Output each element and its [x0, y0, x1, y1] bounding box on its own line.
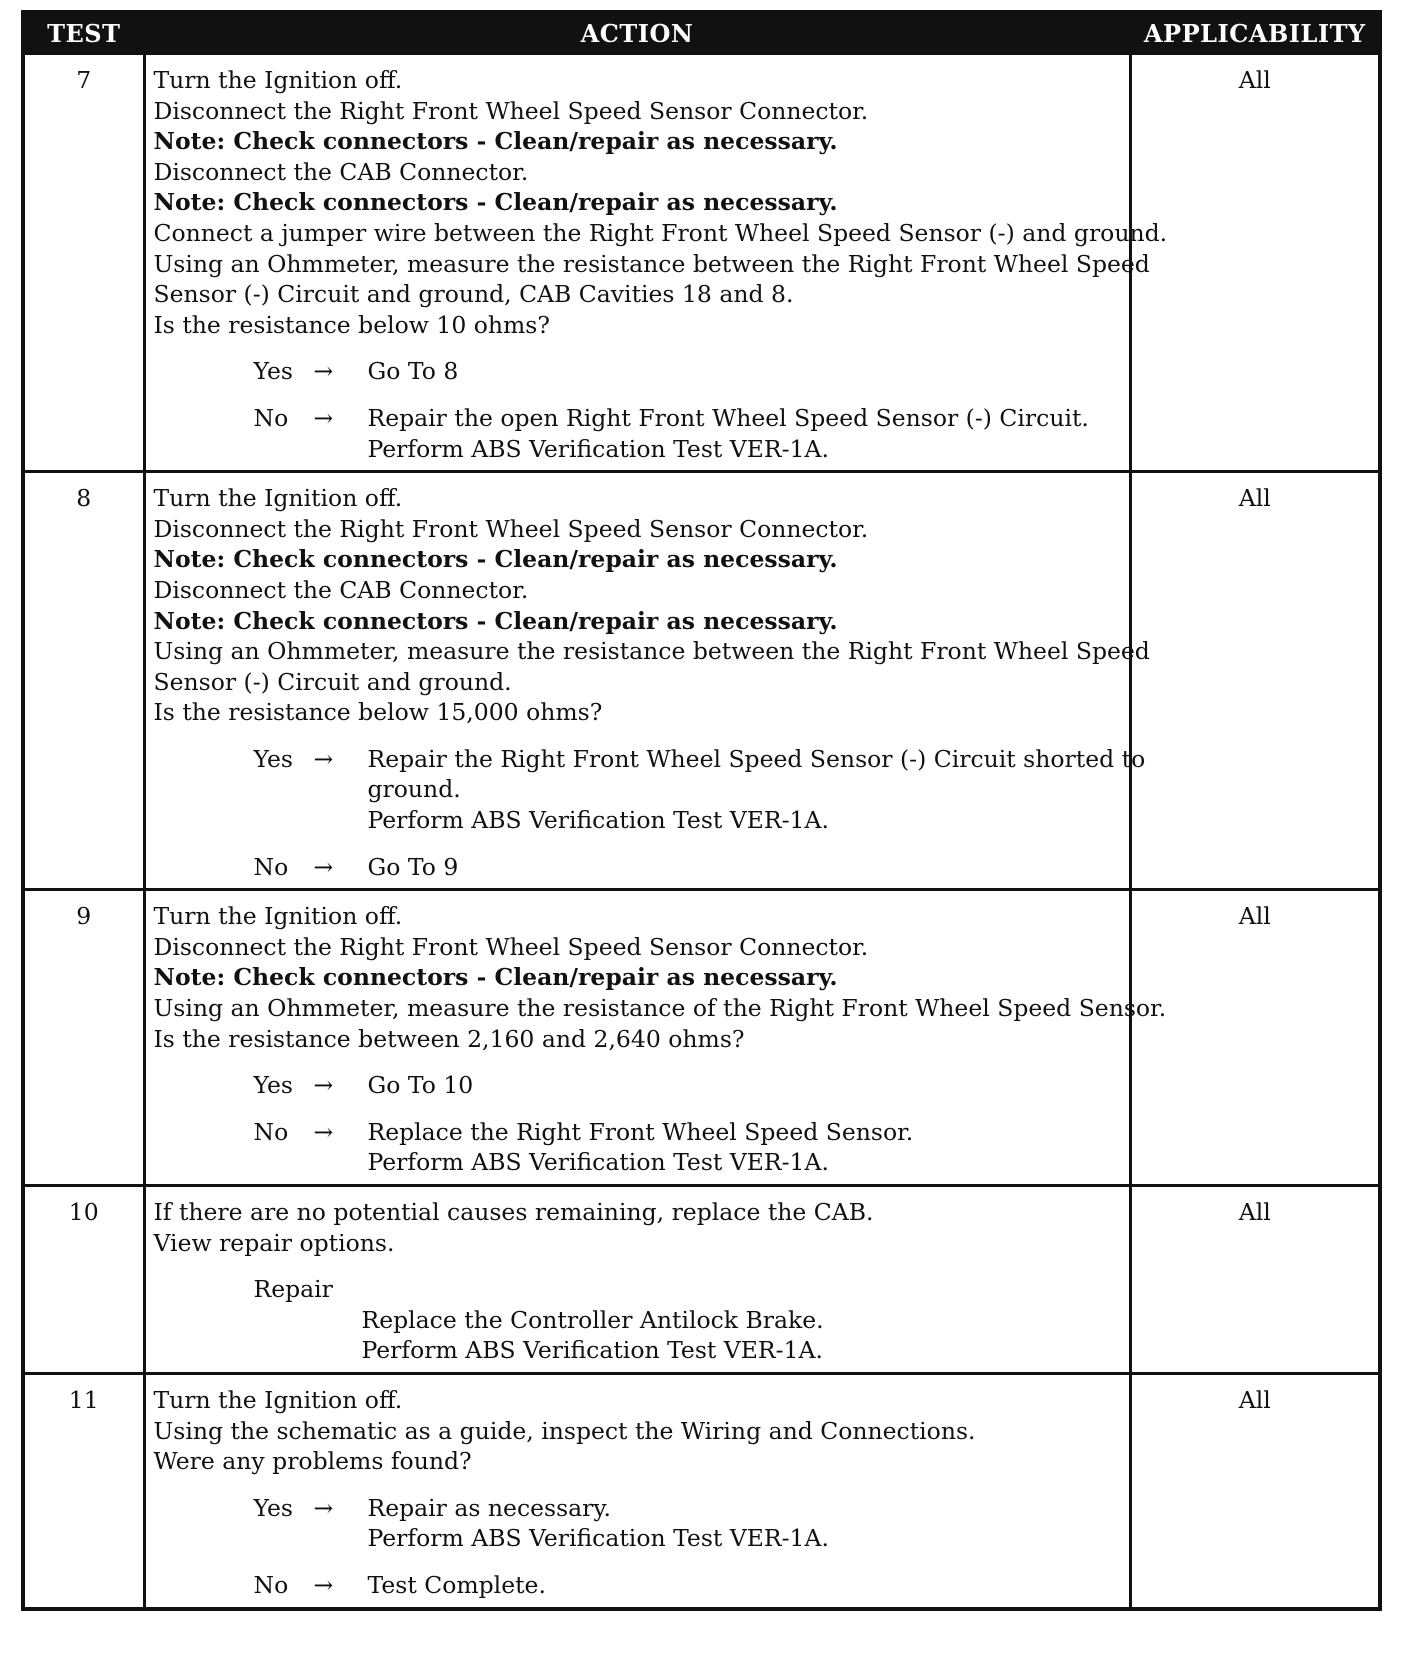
yes-label: Yes	[253, 357, 293, 386]
action-line: Using an Ohmmeter, measure the resistance between the Right Front Wheel Speed	[153, 249, 1150, 278]
action-question: Were any problems found?	[153, 1447, 472, 1476]
header-applicability: APPLICABILITY	[1130, 12, 1380, 54]
no-branch	[154, 852, 1123, 883]
action-line: Disconnect the Right Front Wheel Speed Sensor Connector.	[153, 96, 869, 125]
action-line: Turn the Ignition off.	[153, 484, 403, 513]
action-note: Note: Check connectors - Clean/repair as necessary.	[153, 545, 838, 574]
test-action	[144, 1373, 1130, 1608]
yes-branch	[154, 744, 1146, 836]
arrow-right-icon: →	[313, 852, 334, 881]
branch-text: ground.	[367, 775, 461, 804]
branch-text: Go To 8	[367, 357, 459, 386]
action-line: Using an Ohmmeter, measure the resistance between the Right Front Wheel Speed	[153, 637, 1150, 666]
repair-text: Perform ABS Verification Test VER-1A.	[361, 1336, 823, 1365]
action-line: Disconnect the CAB Connector.	[153, 157, 529, 186]
test-action	[144, 890, 1167, 1186]
test-row-8	[23, 472, 1380, 890]
arrow-right-icon: →	[313, 1493, 334, 1522]
test-row-10	[23, 1186, 1380, 1374]
test-number: 7	[23, 54, 144, 472]
yes-branch	[154, 1493, 1123, 1554]
branch-text: Test Complete.	[367, 1570, 546, 1599]
arrow-right-icon: →	[313, 357, 334, 386]
action-line: If there are no potential causes remaining, replace the CAB.	[153, 1198, 874, 1226]
test-number: 9	[23, 890, 144, 1186]
branch-text: Perform ABS Verification Test VER-1A.	[367, 434, 829, 463]
action-line: Sensor (-) Circuit and ground.	[153, 667, 512, 696]
action-note: Note: Check connectors - Clean/repair as necessary.	[153, 963, 838, 992]
branch-text: Go To 9	[367, 852, 459, 881]
diagnostic-table	[21, 10, 1382, 1611]
action-line: Using an Ohmmeter, measure the resistance of the Right Front Wheel Speed Sensor.	[153, 994, 1167, 1023]
repair-options	[154, 1305, 1123, 1366]
repair-text: Replace the Controller Antilock Brake.	[361, 1305, 824, 1334]
applicability-value: All	[1130, 1373, 1380, 1608]
yes-label: Yes	[253, 1071, 293, 1100]
action-line: View repair options.	[153, 1228, 395, 1257]
applicability-value: All	[1130, 890, 1380, 1186]
branch-text: Perform ABS Verification Test VER-1A.	[367, 1524, 829, 1553]
branch-text: Repair the open Right Front Wheel Speed Sensor (-) Circuit.	[367, 403, 1089, 432]
action-line: Using the schematic as a guide, inspect the Wiring and Connections.	[153, 1416, 976, 1445]
yes-branch	[154, 356, 1123, 387]
header-row	[23, 12, 1380, 54]
test-row-7	[23, 54, 1380, 472]
no-label: No	[253, 1117, 289, 1146]
arrow-right-icon: →	[313, 1570, 334, 1599]
header-action: ACTION	[144, 12, 1130, 54]
test-action	[144, 472, 1150, 890]
action-line: Disconnect the Right Front Wheel Speed Sensor Connector.	[153, 932, 869, 961]
action-note: Note: Check connectors - Clean/repair as necessary.	[153, 606, 838, 635]
no-branch	[154, 1570, 1123, 1601]
yes-label: Yes	[253, 744, 293, 773]
action-line: Disconnect the CAB Connector.	[153, 575, 529, 604]
test-number: 8	[23, 472, 144, 890]
branch-text: Repair the Right Front Wheel Speed Sensor (-) Circuit shorted to	[367, 744, 1146, 773]
repair-label: Repair	[253, 1275, 333, 1304]
action-question: Is the resistance below 10 ohms?	[153, 310, 550, 339]
action-line: Turn the Ignition off.	[153, 902, 403, 931]
applicability-value: All	[1130, 1186, 1380, 1374]
branch-text: Perform ABS Verification Test VER-1A.	[367, 806, 829, 835]
no-label: No	[253, 852, 289, 881]
action-line: Turn the Ignition off.	[153, 1385, 403, 1414]
yes-label: Yes	[253, 1493, 293, 1522]
arrow-right-icon: →	[313, 1117, 334, 1146]
action-line: Turn the Ignition off.	[153, 66, 403, 94]
arrow-right-icon: →	[313, 1071, 334, 1100]
action-line: Sensor (-) Circuit and ground, CAB Cavities 18 and 8.	[153, 280, 794, 309]
branch-text: Repair as necessary.	[367, 1493, 612, 1522]
applicability-value: All	[1130, 54, 1380, 472]
arrow-right-icon: →	[313, 744, 334, 773]
action-line: Disconnect the Right Front Wheel Speed Sensor Connector.	[153, 514, 869, 543]
diagnostic-sheet	[21, 10, 1378, 1658]
test-action	[144, 1186, 1130, 1374]
no-branch	[154, 403, 1123, 464]
no-label: No	[253, 1570, 289, 1599]
header-test: TEST	[23, 12, 144, 54]
branch-text: Replace the Right Front Wheel Speed Sensor.	[367, 1117, 914, 1146]
action-question: Is the resistance below 15,000 ohms?	[153, 698, 603, 727]
branch-text: Perform ABS Verification Test VER-1A.	[367, 1148, 829, 1177]
action-note: Note: Check connectors - Clean/repair as necessary.	[153, 127, 838, 156]
test-action	[144, 54, 1168, 472]
no-branch	[154, 1117, 1123, 1178]
action-line: Connect a jumper wire between the Right Front Wheel Speed Sensor (-) and ground.	[153, 218, 1168, 247]
test-row-11	[23, 1373, 1380, 1608]
no-label: No	[253, 403, 289, 432]
test-number: 11	[23, 1373, 144, 1608]
test-row-9	[23, 890, 1380, 1186]
test-number: 10	[23, 1186, 144, 1374]
applicability-value: All	[1130, 472, 1380, 890]
action-note: Note: Check connectors - Clean/repair as necessary.	[153, 188, 838, 217]
arrow-right-icon: →	[313, 403, 334, 432]
action-question: Is the resistance between 2,160 and 2,640 ohms?	[153, 1024, 745, 1053]
yes-branch	[154, 1070, 1123, 1101]
branch-text: Go To 10	[367, 1071, 474, 1100]
